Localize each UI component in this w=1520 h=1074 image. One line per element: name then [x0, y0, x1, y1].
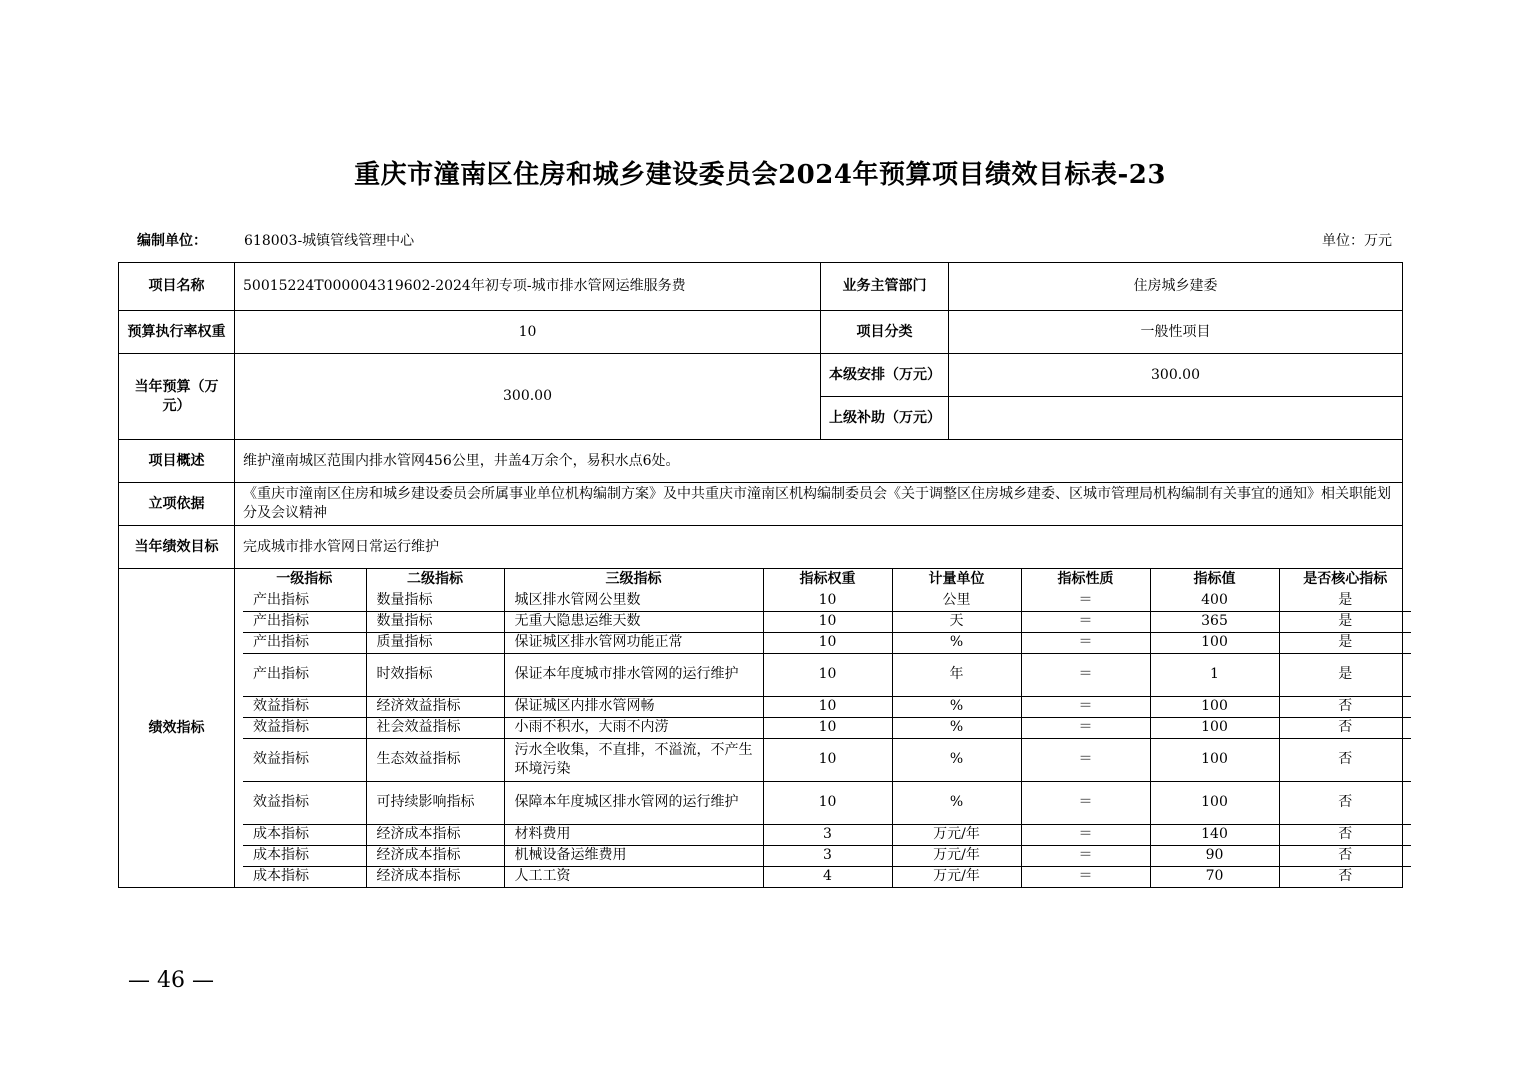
- indicator-core: 否: [1279, 717, 1411, 738]
- exec-rate-label: 预算执行率权重: [119, 311, 235, 354]
- indicator-level1: 效益指标: [243, 696, 366, 717]
- indicator-core: 否: [1279, 845, 1411, 866]
- dept-label: 业务主管部门: [821, 263, 949, 311]
- local-value: 300.00: [949, 354, 1403, 397]
- indicator-level3: 材料费用: [504, 824, 763, 845]
- indicator-weight: 10: [763, 653, 892, 696]
- indicator-level1: 产出指标: [243, 590, 366, 611]
- indicator-value: 1: [1150, 653, 1279, 696]
- indicator-weight: 10: [763, 781, 892, 824]
- indicator-core: 是: [1279, 653, 1411, 696]
- indicator-core: 否: [1279, 696, 1411, 717]
- category-value: 一般性项目: [949, 311, 1403, 354]
- indicator-level3: 保证城区排水管网功能正常: [504, 632, 763, 653]
- indicator-row: [243, 611, 1411, 632]
- header-level2: 二级指标: [366, 569, 504, 590]
- indicator-level1: 成本指标: [243, 866, 366, 887]
- indicator-level2: 数量指标: [366, 611, 504, 632]
- indicator-weight: 4: [763, 866, 892, 887]
- category-label: 项目分类: [821, 311, 949, 354]
- indicator-unit: 万元/年: [892, 824, 1021, 845]
- indicator-level2: 质量指标: [366, 632, 504, 653]
- overview-value: 维护潼南城区范围内排水管网456公里，井盖4万余个，易积水点6处。: [235, 440, 1403, 483]
- indicator-row: [243, 632, 1411, 653]
- indicator-core: 是: [1279, 632, 1411, 653]
- basis-label: 立项依据: [119, 483, 235, 526]
- perf-label: 绩效指标: [119, 569, 235, 888]
- indicator-header-row: [243, 569, 1411, 590]
- header-core: 是否核心指标: [1279, 569, 1411, 590]
- indicator-level3: 污水全收集，不直排，不溢流，不产生环境污染: [504, 738, 763, 781]
- indicator-level1: 产出指标: [243, 611, 366, 632]
- budget-value: 300.00: [235, 354, 821, 440]
- org-value: 618003-城镇管线管理中心: [244, 233, 415, 249]
- header-level3: 三级指标: [504, 569, 763, 590]
- row-budget: [119, 354, 1403, 397]
- indicator-nature: ＝: [1021, 738, 1150, 781]
- indicator-value: 100: [1150, 717, 1279, 738]
- page-title: 重庆市潼南区住房和城乡建设委员会2024年预算项目绩效目标表-23: [354, 160, 1166, 190]
- indicator-weight: 10: [763, 632, 892, 653]
- indicator-value: 100: [1150, 738, 1279, 781]
- indicator-level3: 保证本年度城市排水管网的运行维护: [504, 653, 763, 696]
- row-project-name: [119, 263, 1403, 311]
- indicator-table: [243, 569, 1411, 887]
- indicator-weight: 10: [763, 717, 892, 738]
- indicator-nature: ＝: [1021, 611, 1150, 632]
- indicator-level1: 效益指标: [243, 781, 366, 824]
- indicator-cell: [235, 569, 1403, 888]
- indicator-row: [243, 696, 1411, 717]
- row-performance: [119, 569, 1403, 888]
- indicator-unit: %: [892, 781, 1021, 824]
- header-nature: 指标性质: [1021, 569, 1150, 590]
- indicator-row: [243, 738, 1411, 781]
- indicator-nature: ＝: [1021, 824, 1150, 845]
- indicator-level1: 成本指标: [243, 845, 366, 866]
- indicator-row: [243, 590, 1411, 611]
- row-exec-rate: [119, 311, 1403, 354]
- dept-value: 住房城乡建委: [949, 263, 1403, 311]
- row-goal: [119, 526, 1403, 569]
- indicator-nature: ＝: [1021, 866, 1150, 887]
- row-basis: [119, 483, 1403, 526]
- indicator-core: 否: [1279, 781, 1411, 824]
- project-name-label: 项目名称: [119, 263, 235, 311]
- indicator-level2: 经济成本指标: [366, 866, 504, 887]
- indicator-value: 400: [1150, 590, 1279, 611]
- indicator-weight: 3: [763, 845, 892, 866]
- project-name-value: 50015224T000004319602-2024年初专项-城市排水管网运维服务费: [235, 263, 821, 311]
- indicator-level3: 人工工资: [504, 866, 763, 887]
- indicator-nature: ＝: [1021, 696, 1150, 717]
- indicator-weight: 10: [763, 738, 892, 781]
- indicator-weight: 10: [763, 611, 892, 632]
- indicator-level1: 效益指标: [243, 717, 366, 738]
- indicator-level2: 社会效益指标: [366, 717, 504, 738]
- indicator-core: 否: [1279, 824, 1411, 845]
- indicator-nature: ＝: [1021, 632, 1150, 653]
- indicator-value: 90: [1150, 845, 1279, 866]
- indicator-level3: 无重大隐患运维天数: [504, 611, 763, 632]
- indicator-unit: %: [892, 738, 1021, 781]
- indicator-unit: 年: [892, 653, 1021, 696]
- header-weight: 指标权重: [763, 569, 892, 590]
- indicator-level1: 产出指标: [243, 632, 366, 653]
- header-value: 指标值: [1150, 569, 1279, 590]
- indicator-nature: ＝: [1021, 717, 1150, 738]
- indicator-level2: 可持续影响指标: [366, 781, 504, 824]
- indicator-row: [243, 653, 1411, 696]
- indicator-level3: 保证城区内排水管网畅: [504, 696, 763, 717]
- indicator-level2: 经济效益指标: [366, 696, 504, 717]
- indicator-value: 100: [1150, 632, 1279, 653]
- indicator-unit: %: [892, 696, 1021, 717]
- basis-value: 《重庆市潼南区住房和城乡建设委员会所属事业单位机构编制方案》及中共重庆市潼南区机构编制委员会《关于调整区住房城乡建委、区城市管理局机构编制有关事宜的通知》相关职能划分及会议精神: [235, 483, 1403, 526]
- indicator-value: 140: [1150, 824, 1279, 845]
- goal-value: 完成城市排水管网日常运行维护: [235, 526, 1403, 569]
- superior-value: [949, 397, 1403, 440]
- indicator-level2: 经济成本指标: [366, 824, 504, 845]
- indicator-nature: ＝: [1021, 653, 1150, 696]
- indicator-level3: 保障本年度城区排水管网的运行维护: [504, 781, 763, 824]
- indicator-level2: 经济成本指标: [366, 845, 504, 866]
- indicator-level3: 机械设备运维费用: [504, 845, 763, 866]
- indicator-weight: 10: [763, 696, 892, 717]
- header-level1: 一级指标: [243, 569, 366, 590]
- superior-label: 上级补助（万元）: [821, 397, 949, 440]
- indicator-core: 否: [1279, 866, 1411, 887]
- indicator-unit: 万元/年: [892, 866, 1021, 887]
- indicator-core: 否: [1279, 738, 1411, 781]
- indicator-body: [243, 590, 1411, 887]
- indicator-core: 是: [1279, 590, 1411, 611]
- exec-rate-value: 10: [235, 311, 821, 354]
- indicator-level2: 生态效益指标: [366, 738, 504, 781]
- overview-label: 项目概述: [119, 440, 235, 483]
- indicator-value: 100: [1150, 696, 1279, 717]
- indicator-value: 70: [1150, 866, 1279, 887]
- indicator-unit: %: [892, 632, 1021, 653]
- indicator-nature: ＝: [1021, 781, 1150, 824]
- indicator-weight: 10: [763, 590, 892, 611]
- indicator-row: [243, 824, 1411, 845]
- unit-label: 单位：万元: [1322, 233, 1392, 249]
- local-label: 本级安排（万元）: [821, 354, 949, 397]
- indicator-row: [243, 717, 1411, 738]
- indicator-level1: 效益指标: [243, 738, 366, 781]
- page-number: — 46 —: [128, 968, 214, 993]
- indicator-level2: 数量指标: [366, 590, 504, 611]
- indicator-unit: 公里: [892, 590, 1021, 611]
- budget-performance-table: [118, 262, 1403, 888]
- indicator-unit: 万元/年: [892, 845, 1021, 866]
- indicator-unit: %: [892, 717, 1021, 738]
- indicator-value: 100: [1150, 781, 1279, 824]
- indicator-row: [243, 781, 1411, 824]
- header-unit: 计量单位: [892, 569, 1021, 590]
- indicator-level1: 产出指标: [243, 653, 366, 696]
- indicator-row: [243, 866, 1411, 887]
- indicator-nature: ＝: [1021, 845, 1150, 866]
- indicator-unit: 天: [892, 611, 1021, 632]
- org-label: 编制单位：: [137, 233, 207, 249]
- budget-label: 当年预算（万元）: [119, 354, 235, 440]
- indicator-weight: 3: [763, 824, 892, 845]
- indicator-value: 365: [1150, 611, 1279, 632]
- goal-label: 当年绩效目标: [119, 526, 235, 569]
- indicator-level3: 小雨不积水，大雨不内涝: [504, 717, 763, 738]
- indicator-level2: 时效指标: [366, 653, 504, 696]
- indicator-nature: ＝: [1021, 590, 1150, 611]
- indicator-row: [243, 845, 1411, 866]
- indicator-core: 是: [1279, 611, 1411, 632]
- indicator-level3: 城区排水管网公里数: [504, 590, 763, 611]
- row-overview: [119, 440, 1403, 483]
- indicator-level1: 成本指标: [243, 824, 366, 845]
